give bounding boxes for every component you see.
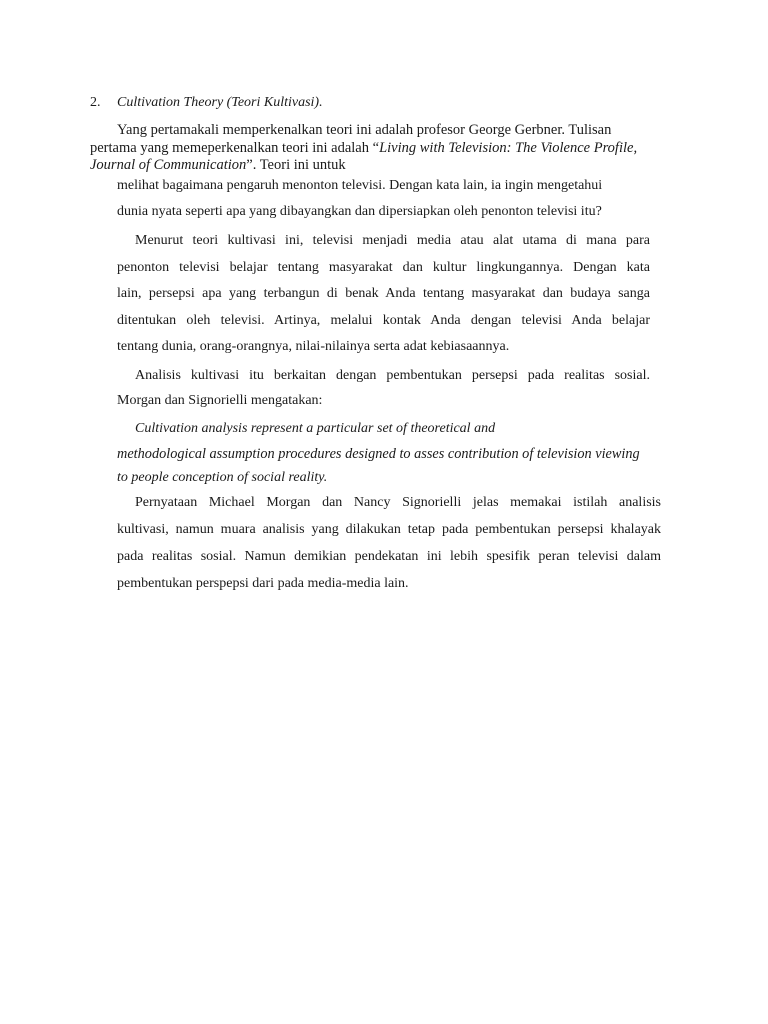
paragraph4-line-4: pembentukan perspepsi dari pada media-media lain. (117, 576, 409, 591)
intro-line-3 (90, 156, 346, 174)
quote-line-1: Cultivation analysis represent a particular set of theoretical and (135, 421, 496, 436)
intro-line-1: Yang pertamakali memperkenalkan teori ini adalah profesor George Gerbner. Tulisan (117, 122, 612, 138)
paragraph1-line-1: melihat bagaimana pengaruh menonton televisi. Dengan kata lain, ia ingin mengetahui (117, 178, 603, 193)
paragraph2-line-5: tentang dunia, orang-orangnya, nilai-nilainya serta adat kebiasaannya. (117, 339, 510, 354)
intro-journal-title: Journal of Communication (90, 157, 247, 173)
section-title: Cultivation Theory (Teori Kultivasi). (117, 95, 323, 110)
paragraph4-line-2: kultivasi, namun muara analisis yang dilakukan tetap pada pembentukan persepsi khalayak (117, 522, 661, 537)
quote-line-2: methodological assumption procedures designed to asses contribution of television viewing (117, 446, 640, 462)
paragraph2-line-2: penonton televisi belajar tentang masyarakat dan kultur lingkungannya. Dengan kata (117, 260, 650, 275)
paragraph3-line-1: Analisis kultivasi itu berkaitan dengan pembentukan persepsi pada realitas sosial. (135, 368, 650, 383)
intro-line-2 (90, 139, 637, 157)
intro-line-3-text: ”. Teori ini untuk (246, 157, 346, 173)
paragraph2-line-1: Menurut teori kultivasi ini, televisi menjadi media atau alat utama di mana para (135, 233, 650, 248)
intro-line-2-text: pertama yang memeperkenalkan teori ini adalah “ (90, 140, 380, 156)
section-number: 2. (90, 95, 101, 110)
paragraph2-line-3: lain, persepsi apa yang terbangun di benak Anda tentang masyarakat dan budaya sanga (117, 286, 650, 301)
intro-book-title: Living with Television: The Violence Profile, (379, 140, 638, 156)
paragraph2-line-4: ditentukan oleh televisi. Artinya, melalui kontak Anda dengan televisi Anda belajar (117, 313, 650, 328)
quote-line-3: to people conception of social reality. (117, 470, 328, 485)
paragraph1-line-2: dunia nyata seperti apa yang dibayangkan dan dipersiapkan oleh penonton televisi itu? (117, 204, 602, 219)
paragraph3-line-2: Morgan dan Signorielli mengatakan: (117, 393, 323, 408)
paragraph4-line-3: pada realitas sosial. Namun demikian pendekatan ini lebih spesifik peran televisi dalam (117, 549, 661, 564)
paragraph4-line-1: Pernyataan Michael Morgan dan Nancy Signorielli jelas memakai istilah analisis (135, 495, 661, 510)
